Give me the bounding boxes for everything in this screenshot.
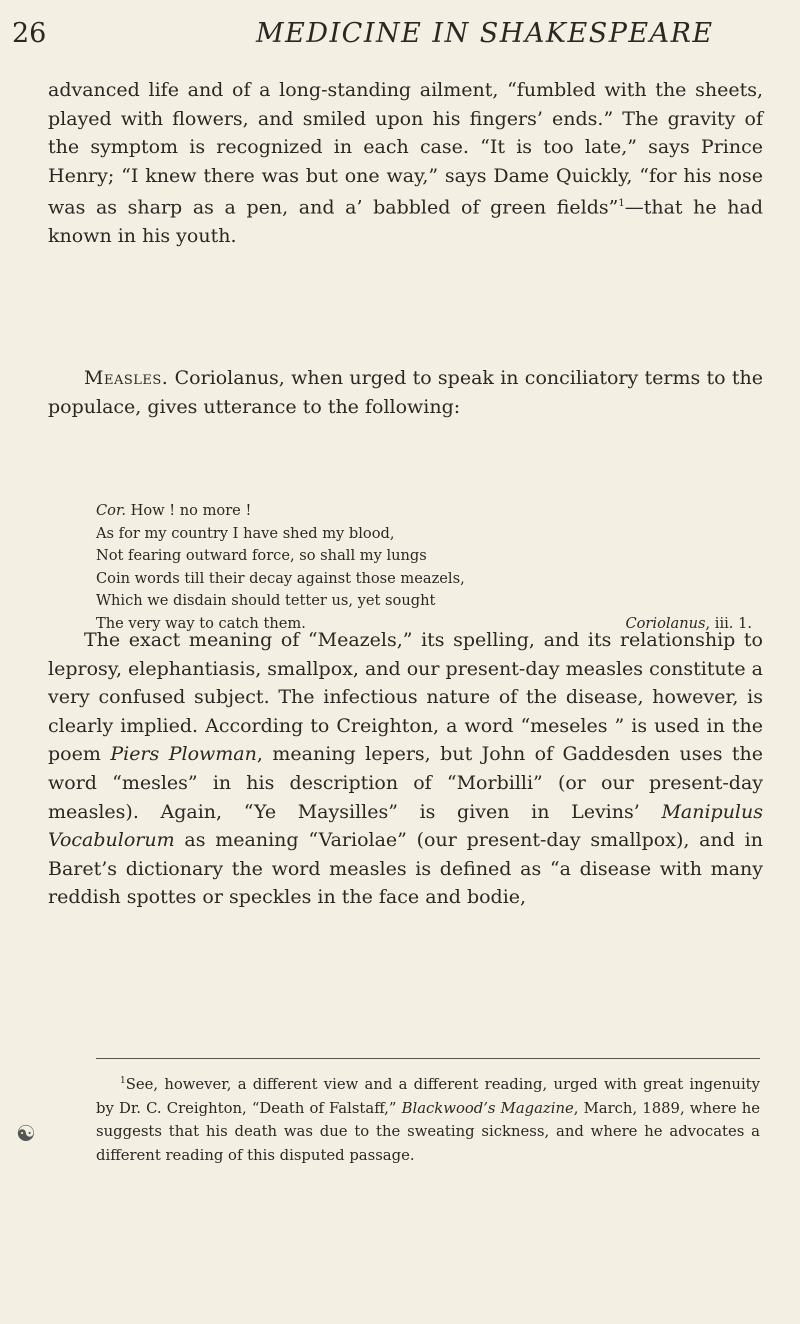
footnote-ref: 1 <box>618 198 625 210</box>
margin-mark-icon: ☯ <box>16 1122 36 1147</box>
quote-line: Coin words till their decay against those meazels, <box>96 569 465 587</box>
footnote-text: See, however, a different view and a different reading, urged with great ingenuity by Dr. C. Creighton, “Death of Falstaff,” <box>96 1075 760 1117</box>
paragraph-1 <box>48 76 763 251</box>
quote-line: Not fearing outward force, so shall my lungs <box>96 547 427 564</box>
quote-line-text: The very way to catch them. <box>96 614 306 632</box>
paragraph-3-text: , meaning lepers, but John of Gaddesden uses the word “mesles” in his description of “Morbilli” (or our present-day measles). Again, “Ye Maysilles” is given in Levins’ <box>48 743 764 823</box>
running-title: MEDICINE IN SHAKESPEARE <box>256 18 714 49</box>
quote-speaker: Cor. <box>96 502 126 519</box>
paragraph-2-text: Coriolanus, when urged to speak in conciliatory terms to the populace, gives utterance to the following: <box>48 367 763 418</box>
quote-line: As for my country I have shed my blood, <box>96 524 395 542</box>
paragraph-2 <box>48 364 763 421</box>
paragraph-1-tail: —that he had known in his youth. <box>48 196 763 248</box>
paragraph-3 <box>48 626 763 912</box>
reference-title: Coriolanus <box>625 614 706 632</box>
section-head-measles: Measles. <box>84 367 169 389</box>
page-header <box>0 14 800 54</box>
quote-line <box>96 500 756 523</box>
work-title: Manipulus Vocabulorum <box>48 800 763 852</box>
work-title: Piers Plowman <box>110 743 257 766</box>
verse-quotation <box>96 500 756 635</box>
footnote-title: Blackwood’s Magazine <box>401 1099 574 1117</box>
footnote <box>96 1070 760 1167</box>
page-number: 26 <box>12 18 47 49</box>
quote-line-text: How ! no more ! <box>130 502 252 519</box>
paragraph-1-text: advanced life and of a long-standing ailment, “fumbled with the sheets, played with flowers, and smiled upon his fingers’ ends.” The gravity of the symptom is recognized in each case. “It is too late,” says Prince Henry; “I knew there was but one way,” says Dame Quickly, “for his nose was as sharp as a pen, and a’ babbled of green fields” <box>48 79 763 219</box>
footnote-marker: 1 <box>120 1076 126 1086</box>
paragraph-3-text: The exact meaning of “Meazels,” its spelling, and its relationship to leprosy, elephantiasis, smallpox, and our present-day measles constitute a very confused subject. The infectious nature of the disease, however, is clearly implied. According to Creighton, a word “meseles ” is used in the poem <box>48 629 763 766</box>
quote-line: Which we disdain should tetter us, yet sought <box>96 592 436 609</box>
footnote-rule <box>96 1058 760 1059</box>
footnote-text: , March, 1889, where he suggests that his death was due to the sweating sickness, and where he advocates a different reading of this disputed passage. <box>96 1099 761 1164</box>
reference-location: , iii. 1. <box>705 614 752 632</box>
paragraph-3-text: as meaning “Variolae” (our present-day smallpox), and in Baret’s dictionary the word measles is defined as “a disease with many reddish spottes or speckles in the face and bodie, <box>48 829 763 909</box>
